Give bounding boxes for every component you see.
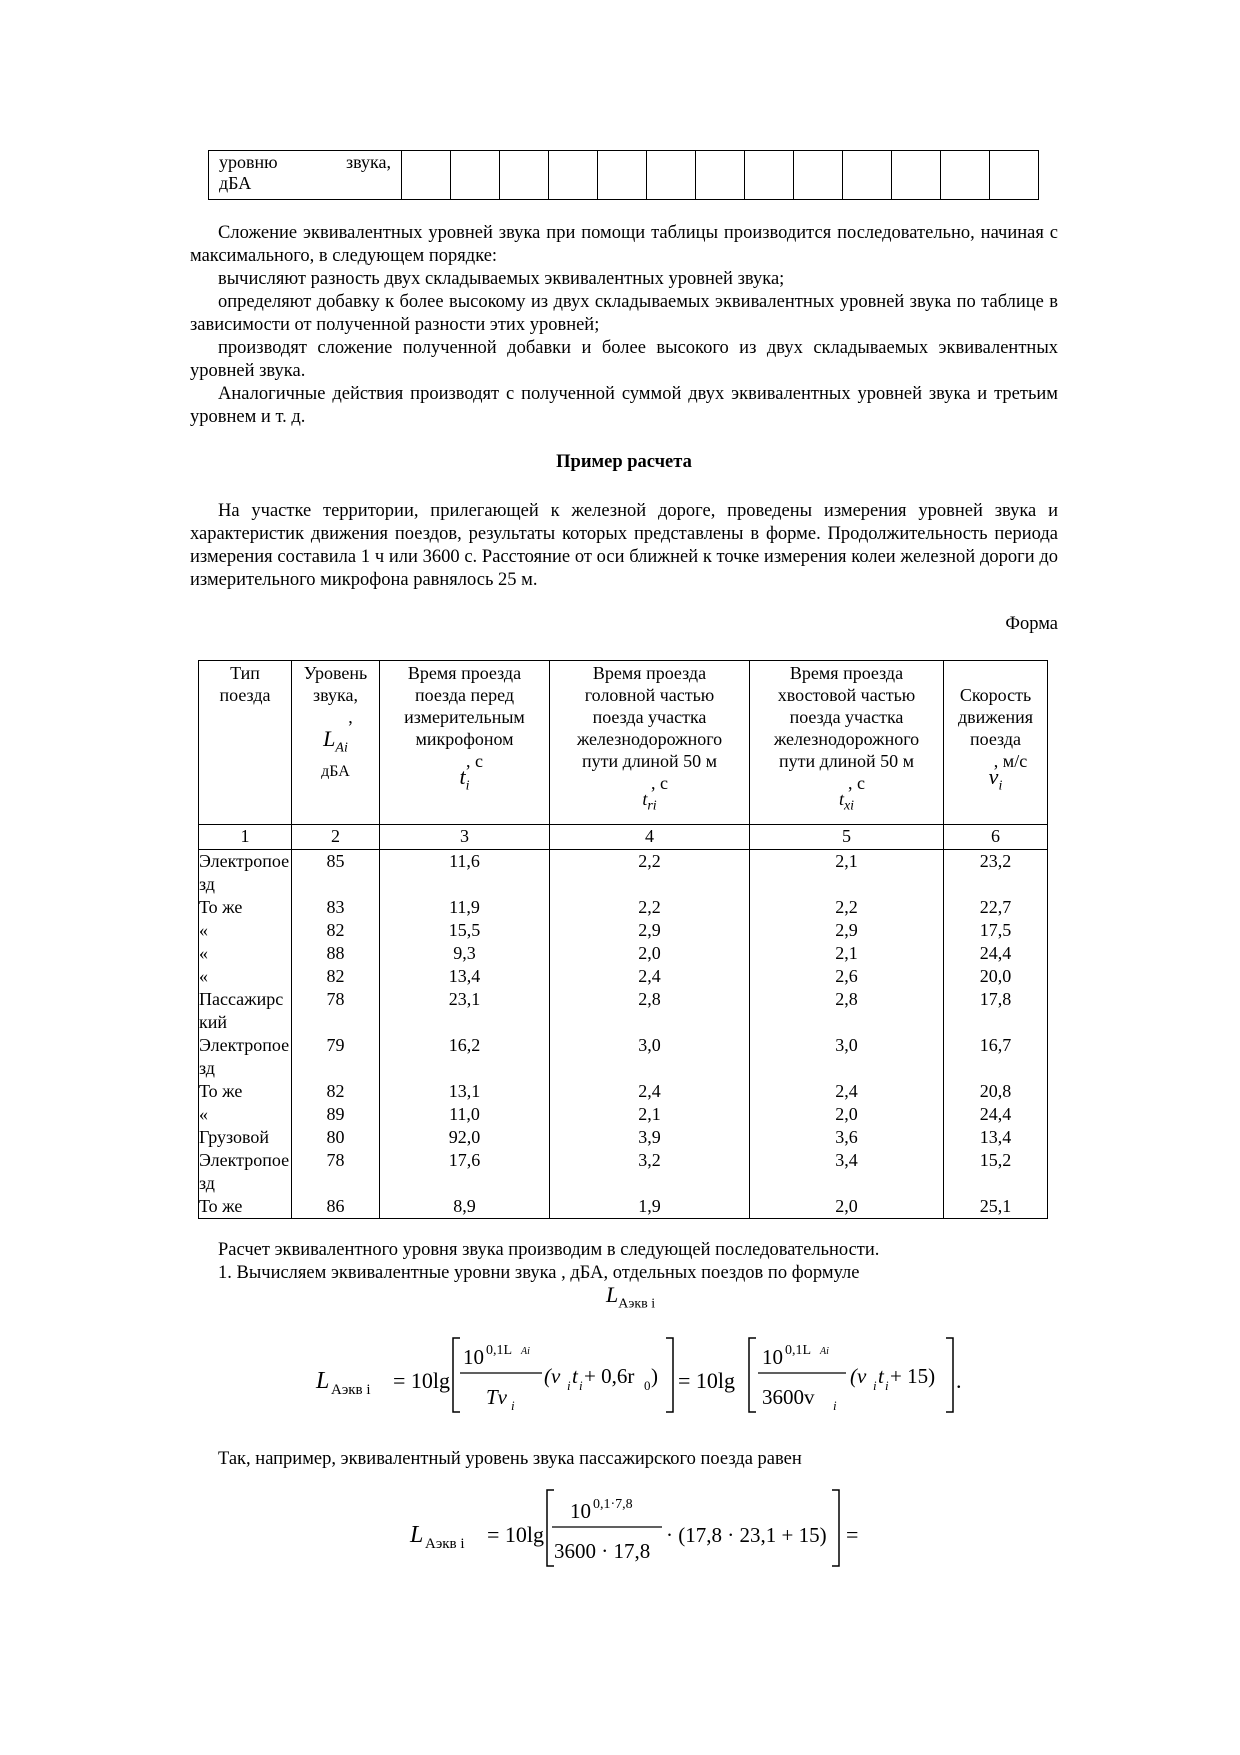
sound-level-cell: 89 xyxy=(292,1103,380,1126)
empty-cell xyxy=(402,151,451,200)
train-type-cell: То же xyxy=(199,896,292,919)
empty-cell xyxy=(549,151,598,200)
svg-text:i: i xyxy=(567,1378,571,1393)
intro-text xyxy=(190,500,1058,592)
paragraph: определяют добавку к более высокому из двух складываемых эквивалентных уровней звука по таблице в зависимости от полученной разности этих уровней; xyxy=(190,292,1058,335)
column-numbers-row xyxy=(199,825,1048,850)
table-row xyxy=(199,1034,1048,1080)
svg-text:= 10lg: = 10lg xyxy=(393,1368,451,1393)
speed-cell: 24,4 xyxy=(944,942,1048,965)
column-number: 3 xyxy=(380,825,550,850)
symbol-t-xi: $t_{xi}$ xyxy=(838,789,855,814)
paragraph: производят сложение полученной добавки и более высокого из двух складываемых эквивалентных уровней звука. xyxy=(190,338,1058,381)
header-sound-level: Уровень звука, , $L_{Ai}$ дБА xyxy=(292,661,380,825)
sound-level-cell: 83 xyxy=(292,896,380,919)
svg-text:): ) xyxy=(651,1364,658,1388)
symbol-l-ai: $L_{Ai}$ xyxy=(323,726,348,756)
svg-text:0,1L: 0,1L xyxy=(785,1343,812,1358)
empty-cell xyxy=(892,151,941,200)
svg-text:L: L xyxy=(316,1368,330,1394)
example-intro: Так, например, эквивалентный уровень звука пассажирского поезда равен xyxy=(218,1449,802,1469)
symbol-t-ri: $t_{ri}$ xyxy=(642,789,657,814)
header-train-type: Тип поезда xyxy=(199,661,292,825)
tail-time-cell: 2,4 xyxy=(750,1080,944,1103)
empty-cell xyxy=(500,151,549,200)
paragraph: Сложение эквивалентных уровней звука при помощи таблицы производится последовательно, начиная с максимального, в следующем порядке: xyxy=(190,223,1058,266)
train-type-cell: Электропоезд xyxy=(199,1149,292,1195)
svg-text:10: 10 xyxy=(762,1345,783,1369)
svg-text:= 10lg: = 10lg xyxy=(678,1368,736,1393)
svg-text:i: i xyxy=(511,1398,515,1413)
label-word: уровню xyxy=(219,152,278,172)
label-unit: дБА xyxy=(219,173,252,193)
table-row xyxy=(199,988,1048,1034)
table-header-row xyxy=(199,661,1048,825)
table-row xyxy=(199,1126,1048,1149)
tail-time-cell: 2,0 xyxy=(750,1103,944,1126)
header-tail-time: Время проезда хвостовой частью поезда участка железнодорожного пути длиной 50 м , с $t_{xi}$ xyxy=(750,661,944,825)
head-time-cell: 2,8 xyxy=(550,988,750,1034)
speed-cell: 20,8 xyxy=(944,1080,1048,1103)
svg-text:10: 10 xyxy=(463,1345,484,1369)
calc-intro: Расчет эквивалентного уровня звука производим в следующей последовательности. xyxy=(218,1240,880,1260)
head-time-cell: 2,1 xyxy=(550,1103,750,1126)
svg-text:0,1·7,8: 0,1·7,8 xyxy=(593,1497,633,1512)
head-time-cell: 2,9 xyxy=(550,919,750,942)
tail-time-cell: 2,0 xyxy=(750,1195,944,1219)
svg-text:· (17,8 · 23,1 + 15): · (17,8 · 23,1 + 15) xyxy=(666,1523,827,1547)
previous-table-fragment xyxy=(208,150,1039,200)
pass-time-cell: 11,9 xyxy=(380,896,550,919)
empty-cell xyxy=(794,151,843,200)
svg-text:3600 · 17,8: 3600 · 17,8 xyxy=(554,1539,651,1563)
header-speed: Скорость движения поезда , м/с $v_i$ xyxy=(944,661,1048,825)
speed-cell: 25,1 xyxy=(944,1195,1048,1219)
pass-time-cell: 17,6 xyxy=(380,1149,550,1195)
rules-text xyxy=(190,222,1058,429)
svg-text:+ 0,6r: + 0,6r xyxy=(584,1364,635,1388)
train-type-cell: Электропоезд xyxy=(199,850,292,897)
column-number: 1 xyxy=(199,825,292,850)
empty-cell xyxy=(941,151,990,200)
pass-time-cell: 15,5 xyxy=(380,919,550,942)
speed-cell: 20,0 xyxy=(944,965,1048,988)
train-type-cell: Электропоезд xyxy=(199,1034,292,1080)
svg-text:i: i xyxy=(873,1378,877,1393)
table-row xyxy=(199,965,1048,988)
pass-time-cell: 16,2 xyxy=(380,1034,550,1080)
pass-time-cell: 92,0 xyxy=(380,1126,550,1149)
svg-text:0,1L: 0,1L xyxy=(486,1343,513,1358)
paragraph: На участке территории, прилегающей к железной дороге, проведены измерения уровней звука и характеристик движения поездов, результаты которых представлены в форме. Продолжительность периода измерения составила 1 ч или 3600 с. Расстояние от оси ближней к точке измерения колеи железной дороги до измерительного микрофона равнялось 25 м. xyxy=(190,501,1058,590)
speed-cell: 22,7 xyxy=(944,896,1048,919)
speed-cell: 24,4 xyxy=(944,1103,1048,1126)
sound-level-cell: 86 xyxy=(292,1195,380,1219)
sound-level-cell: 85 xyxy=(292,850,380,897)
column-number: 2 xyxy=(292,825,380,850)
sound-level-cell: 78 xyxy=(292,1149,380,1195)
pass-time-cell: 13,1 xyxy=(380,1080,550,1103)
pass-time-cell: 11,6 xyxy=(380,850,550,897)
svg-text:i: i xyxy=(885,1378,889,1393)
table-row xyxy=(199,919,1048,942)
tail-time-cell: 2,6 xyxy=(750,965,944,988)
form-label: Форма xyxy=(1005,614,1058,634)
svg-text:t: t xyxy=(878,1364,884,1388)
tail-time-cell: 3,4 xyxy=(750,1149,944,1195)
train-type-cell: Грузовой xyxy=(199,1126,292,1149)
train-type-cell: « xyxy=(199,942,292,965)
column-number: 5 xyxy=(750,825,944,850)
measurement-table xyxy=(198,660,1048,1219)
svg-text:Аэкв i: Аэкв i xyxy=(425,1536,465,1552)
step-one-sentence: 1. Вычисляем эквивалентные уровни звука , дБА, отдельных поездов по формуле xyxy=(218,1263,860,1283)
tail-time-cell: 3,6 xyxy=(750,1126,944,1149)
head-time-cell: 3,9 xyxy=(550,1126,750,1149)
header-pass-time: Время проезда поезда перед измерительным микрофоном , с $t_i$ xyxy=(380,661,550,825)
header-head-time: Время проезда головной частью поезда участка железнодорожного пути длиной 50 м , с $t_{ri}$ xyxy=(550,661,750,825)
empty-cell xyxy=(598,151,647,200)
svg-text:(v: (v xyxy=(544,1364,561,1388)
tail-time-cell: 2,1 xyxy=(750,942,944,965)
svg-text:L: L xyxy=(410,1522,424,1548)
train-type-cell: « xyxy=(199,919,292,942)
head-time-cell: 3,2 xyxy=(550,1149,750,1195)
speed-cell: 16,7 xyxy=(944,1034,1048,1080)
svg-text:Ai: Ai xyxy=(820,1346,829,1357)
sound-level-cell: 82 xyxy=(292,919,380,942)
train-type-cell: « xyxy=(199,965,292,988)
tail-time-cell: 3,0 xyxy=(750,1034,944,1080)
svg-text:i: i xyxy=(579,1378,583,1393)
speed-cell: 17,8 xyxy=(944,988,1048,1034)
formula-passenger-example xyxy=(400,1484,880,1574)
head-time-cell: 1,9 xyxy=(550,1195,750,1219)
speed-cell: 17,5 xyxy=(944,919,1048,942)
train-type-cell: « xyxy=(199,1103,292,1126)
speed-cell: 15,2 xyxy=(944,1149,1048,1195)
svg-text:Ai: Ai xyxy=(521,1346,530,1357)
sound-level-cell: 88 xyxy=(292,942,380,965)
empty-cell xyxy=(647,151,696,200)
empty-cell xyxy=(451,151,500,200)
svg-text:Аэкв i: Аэкв i xyxy=(331,1382,371,1398)
column-number: 6 xyxy=(944,825,1048,850)
svg-text:.: . xyxy=(956,1368,962,1393)
table-row xyxy=(199,1080,1048,1103)
pass-time-cell: 23,1 xyxy=(380,988,550,1034)
formula-equivalent-level xyxy=(300,1330,980,1420)
table-row xyxy=(199,1103,1048,1126)
head-time-cell: 2,4 xyxy=(550,1080,750,1103)
svg-text:0: 0 xyxy=(644,1378,651,1393)
svg-text:+ 15): + 15) xyxy=(890,1364,936,1388)
sound-level-cell: 79 xyxy=(292,1034,380,1080)
train-type-cell: Пассажирский xyxy=(199,988,292,1034)
symbol-t-i: $t_i$ xyxy=(459,764,470,794)
row-label-cell xyxy=(209,151,402,200)
label-word: звука, xyxy=(346,152,391,172)
head-time-cell: 2,2 xyxy=(550,850,750,897)
svg-text:Tv: Tv xyxy=(486,1385,507,1409)
paragraph: вычисляют разность двух складываемых эквивалентных уровней звука; xyxy=(218,269,785,289)
svg-text:= 10lg: = 10lg xyxy=(487,1522,545,1547)
pass-time-cell: 9,3 xyxy=(380,942,550,965)
table-row xyxy=(199,1195,1048,1219)
sound-level-cell: 78 xyxy=(292,988,380,1034)
svg-text:t: t xyxy=(572,1364,578,1388)
section-heading: Пример расчета xyxy=(556,452,692,472)
head-time-cell: 2,2 xyxy=(550,896,750,919)
svg-text:=: = xyxy=(846,1522,859,1547)
tail-time-cell: 2,2 xyxy=(750,896,944,919)
svg-text:3600v: 3600v xyxy=(762,1385,815,1409)
empty-cell xyxy=(745,151,794,200)
tail-time-cell: 2,9 xyxy=(750,919,944,942)
svg-text:10: 10 xyxy=(570,1499,591,1523)
table-row xyxy=(199,850,1048,897)
symbol-v-i: $v_i$ xyxy=(988,764,1003,794)
svg-text:i: i xyxy=(833,1398,837,1413)
table-row xyxy=(199,942,1048,965)
pass-time-cell: 8,9 xyxy=(380,1195,550,1219)
table-row xyxy=(199,1149,1048,1195)
table-row xyxy=(209,151,1039,200)
paragraph: Аналогичные действия производят с полученной суммой двух эквивалентных уровней звука и третьим уровнем и т. д. xyxy=(190,384,1058,427)
train-type-cell: То же xyxy=(199,1080,292,1103)
speed-cell: 23,2 xyxy=(944,850,1048,897)
empty-cell xyxy=(990,151,1039,200)
head-time-cell: 2,4 xyxy=(550,965,750,988)
column-number: 4 xyxy=(550,825,750,850)
table-row xyxy=(199,896,1048,919)
variable-l-aeq: $L_{Аэкв i}$ xyxy=(606,1282,656,1312)
pass-time-cell: 11,0 xyxy=(380,1103,550,1126)
head-time-cell: 3,0 xyxy=(550,1034,750,1080)
empty-cell xyxy=(843,151,892,200)
speed-cell: 13,4 xyxy=(944,1126,1048,1149)
sound-level-cell: 82 xyxy=(292,965,380,988)
pass-time-cell: 13,4 xyxy=(380,965,550,988)
tail-time-cell: 2,1 xyxy=(750,850,944,897)
empty-cell xyxy=(696,151,745,200)
sound-level-cell: 80 xyxy=(292,1126,380,1149)
head-time-cell: 2,0 xyxy=(550,942,750,965)
tail-time-cell: 2,8 xyxy=(750,988,944,1034)
svg-text:(v: (v xyxy=(850,1364,867,1388)
sound-level-cell: 82 xyxy=(292,1080,380,1103)
train-type-cell: То же xyxy=(199,1195,292,1219)
